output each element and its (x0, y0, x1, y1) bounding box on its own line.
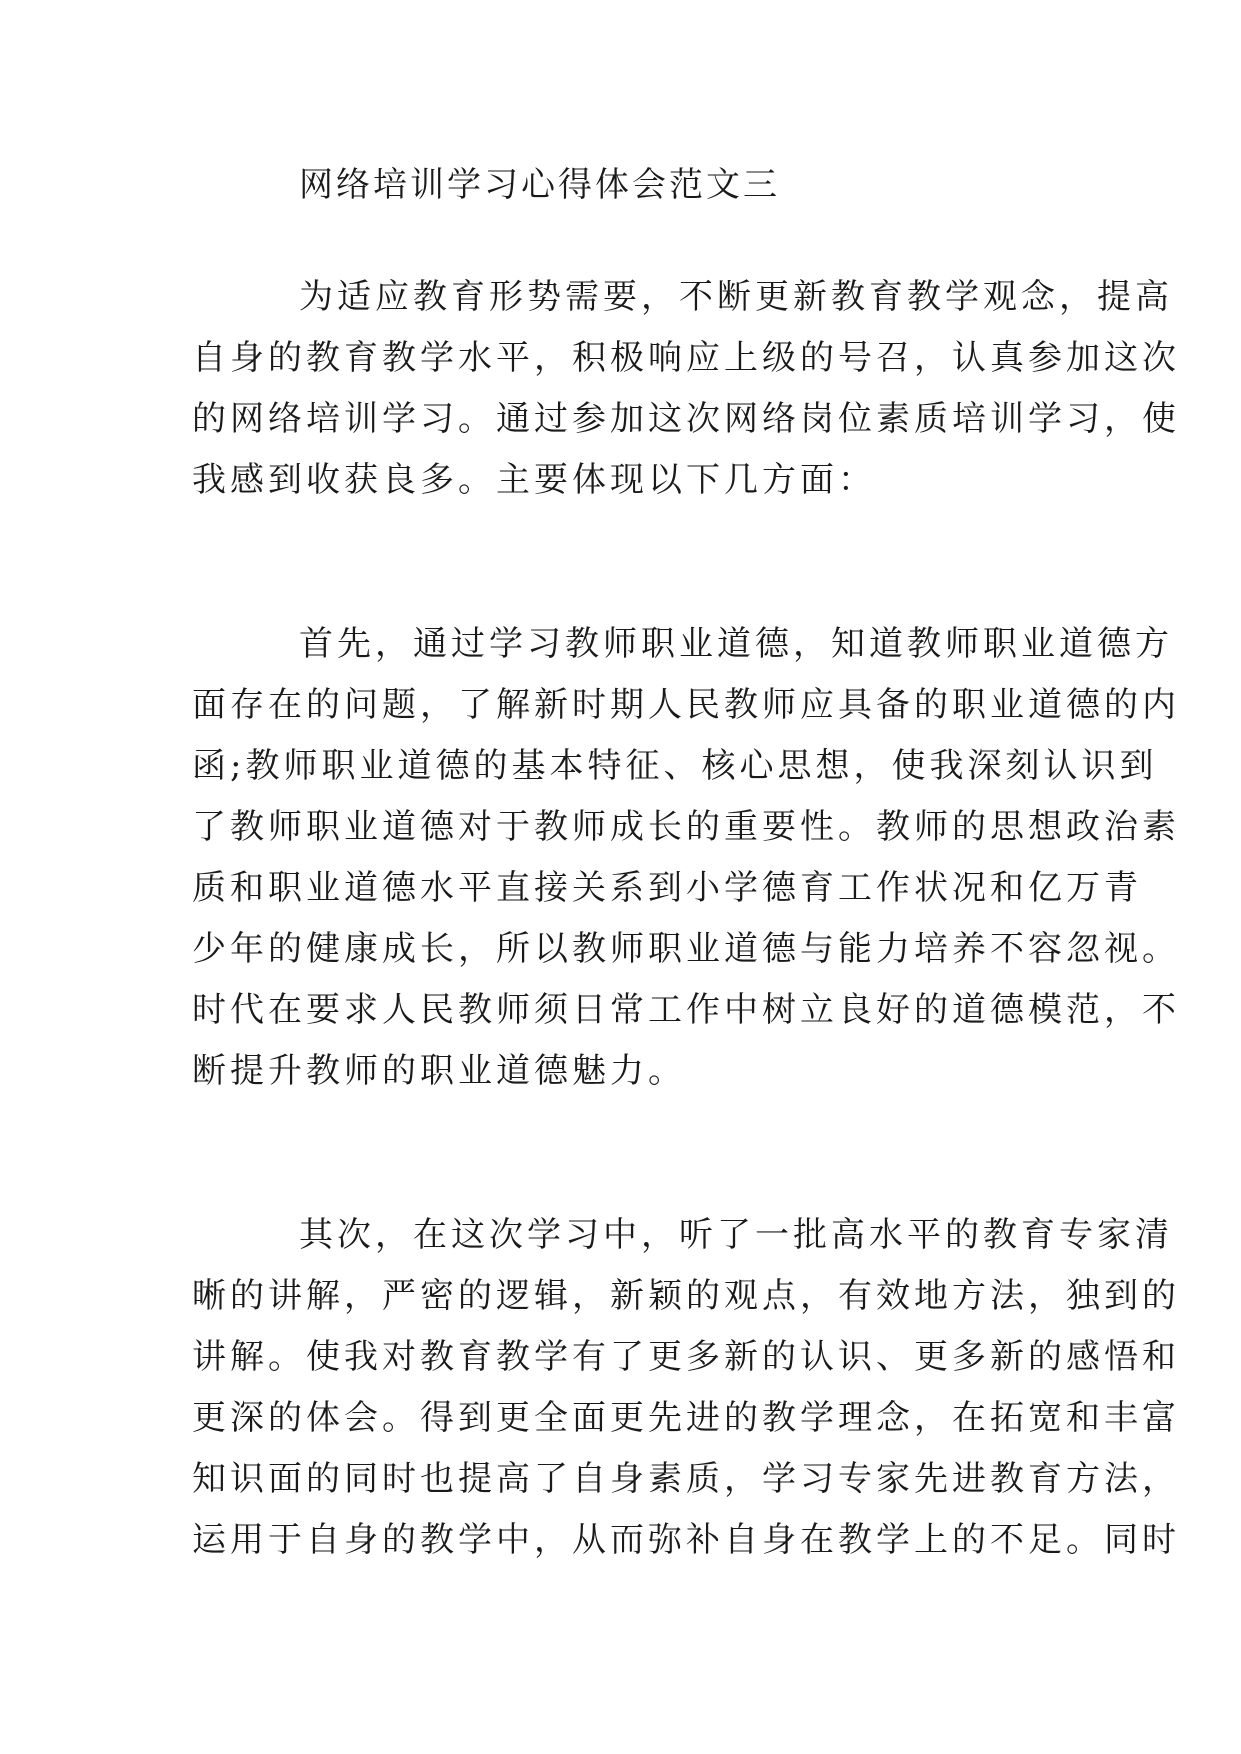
paragraph-line: 少年的健康成长，所以教师职业道德与能力培养不容忽视。 (192, 929, 1180, 969)
paragraph-line: 时代在要求人民教师须日常工作中树立良好的道德模范，不 (192, 990, 1180, 1030)
paragraph-line: 讲解。使我对教育教学有了更多新的认识、更多新的感悟和 (192, 1337, 1180, 1377)
paragraph-line: 晰的讲解，严密的逻辑，新颖的观点，有效地方法，独到的 (192, 1276, 1180, 1316)
paragraph-line: 断提升教师的职业道德魅力。 (192, 1051, 686, 1091)
paragraph-line: 自身的教育教学水平，积极响应上级的号召，认真参加这次 (192, 338, 1180, 378)
paragraph-line: 知识面的同时也提高了自身素质，学习专家先进教育方法， (192, 1459, 1180, 1499)
paragraph-line: 首先，通过学习教师职业道德，知道教师职业道德方 (299, 624, 1173, 664)
paragraph-line: 我感到收获良多。主要体现以下几方面： (192, 460, 876, 500)
paragraph-line: 了教师职业道德对于教师成长的重要性。教师的思想政治素 (192, 807, 1180, 847)
paragraph-line: 的网络培训学习。通过参加这次网络岗位素质培训学习，使 (192, 399, 1180, 439)
paragraph-first (192, 614, 1180, 1102)
paragraph-line: 函;教师职业道德的基本特征、核心思想，使我深刻认识到 (192, 746, 1158, 786)
paragraph-line: 运用于自身的教学中，从而弥补自身在教学上的不足。同时 (192, 1520, 1180, 1560)
paragraph-intro (192, 267, 1180, 511)
paragraph-line: 为适应教育形势需要，不断更新教育教学观念，提高 (299, 277, 1173, 317)
paragraph-line: 面存在的问题，了解新时期人民教师应具备的职业道德的内 (192, 685, 1180, 725)
paragraph-line: 更深的体会。得到更全面更先进的教学理念，在拓宽和丰富 (192, 1398, 1180, 1438)
paragraph-line: 其次，在这次学习中，听了一批高水平的教育专家清 (299, 1215, 1173, 1255)
document-title: 网络培训学习心得体会范文三 (299, 165, 780, 205)
paragraph-second (192, 1205, 1180, 1571)
paragraph-line: 质和职业道德水平直接关系到小学德育工作状况和亿万青 (192, 868, 1142, 908)
